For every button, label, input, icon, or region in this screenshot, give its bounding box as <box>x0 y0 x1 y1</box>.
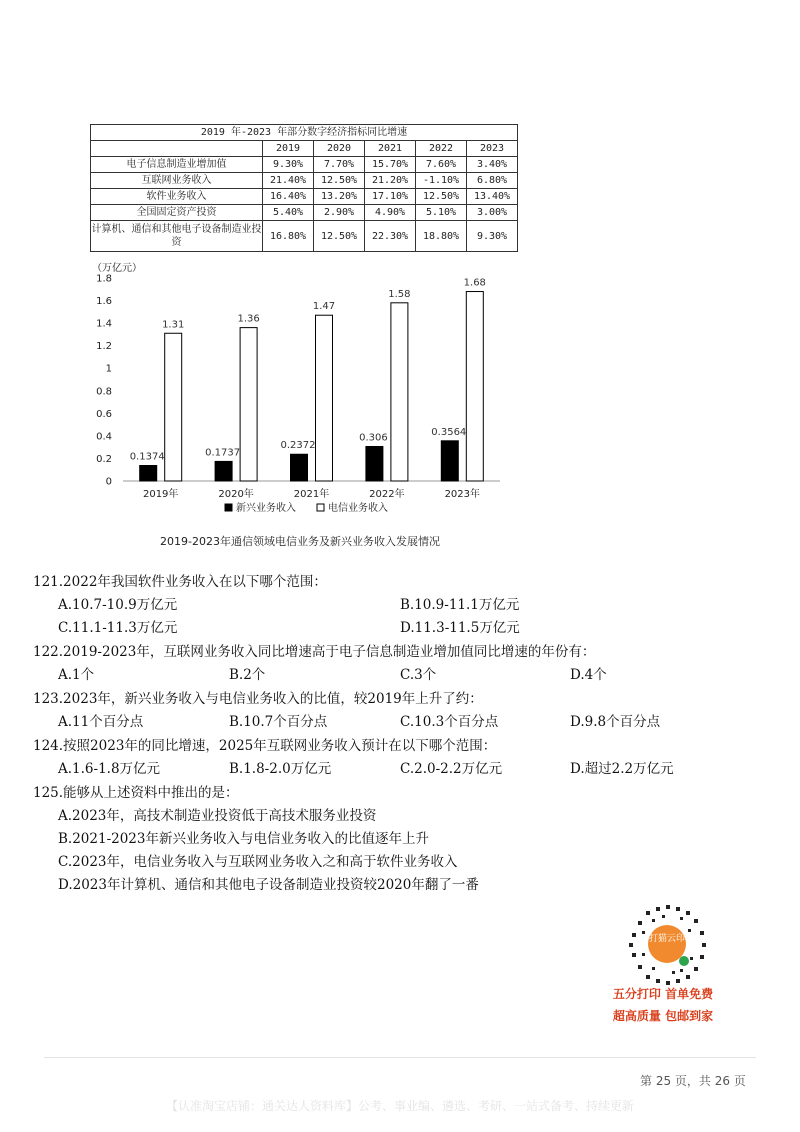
question-123-option-b[interactable]: B.10.7个百分点 <box>229 714 328 730</box>
x-tick-label: 2022年 <box>369 489 405 500</box>
question-122-stem: 122.2019-2023年，互联网业务收入同比增速高于电子信息制造业增加值同比增速的年份有： <box>33 644 596 660</box>
row-label: 电子信息制造业增加值 <box>91 157 263 173</box>
legend-label: 新兴业务收入 <box>236 503 296 514</box>
question-121-option-b[interactable]: B.10.9-11.1万亿元 <box>400 597 520 613</box>
table-cell: 9.30% <box>467 221 518 252</box>
y-tick-label: 0.8 <box>96 386 112 398</box>
table-cell: 18.80% <box>416 221 467 252</box>
table-header-year: 2023 <box>467 141 518 157</box>
question-123-stem: 123.2023年，新兴业务收入与电信业务收入的比值，较2019年上升了约： <box>33 691 483 707</box>
question-123-option-c[interactable]: C.10.3个百分点 <box>400 714 499 730</box>
question-122-option-a[interactable]: A.1个 <box>58 667 95 683</box>
table-row <box>91 205 518 221</box>
footer-divider <box>44 1057 756 1058</box>
y-tick-label: 1.8 <box>96 273 112 285</box>
table-header-year: 2020 <box>314 141 365 157</box>
y-tick-label: 0.4 <box>96 431 112 443</box>
table-header-year: 2021 <box>365 141 416 157</box>
question-121-option-d[interactable]: D.11.3-11.5万亿元 <box>400 620 520 636</box>
table-cell: 5.40% <box>263 205 314 221</box>
question-122-option-c[interactable]: C.3个 <box>400 667 437 683</box>
legend-label: 电信业务收入 <box>328 503 388 514</box>
bar-emerging-revenue <box>441 441 458 481</box>
table-title: 2019 年-2023 年部分数字经济指标同比增速 <box>91 125 518 141</box>
x-tick-label: 2021年 <box>293 489 330 500</box>
data-label: 1.58 <box>388 288 411 300</box>
table-header-year: 2022 <box>416 141 467 157</box>
question-124-option-c[interactable]: C.2.0-2.2万亿元 <box>400 761 503 777</box>
question-121-option-c[interactable]: C.11.1-11.3万亿元 <box>58 620 178 636</box>
table-cell: -1.10% <box>416 173 467 189</box>
y-tick-label: 0.6 <box>96 408 112 420</box>
data-label: 0.1737 <box>205 447 241 459</box>
table-cell: 3.40% <box>467 157 518 173</box>
y-tick-label: 1 <box>105 363 112 375</box>
ad-line-1: 五分打印 首单免费 <box>612 987 714 1001</box>
row-label: 互联网业务收入 <box>91 173 263 189</box>
question-123-option-a[interactable]: A.11个百分点 <box>58 714 144 730</box>
bar-telecom-revenue <box>466 292 483 481</box>
question-125-option-b[interactable]: B.2021-2023年新兴业务收入与电信业务收入的比值逐年上升 <box>58 831 429 847</box>
legend-swatch <box>225 504 232 511</box>
question-124-option-a[interactable]: A.1.6-1.8万亿元 <box>58 761 161 777</box>
table-cell: 21.20% <box>365 173 416 189</box>
row-label: 全国固定资产投资 <box>91 205 263 221</box>
table-cell: 21.40% <box>263 173 314 189</box>
table-cell: 16.40% <box>263 189 314 205</box>
table-row <box>91 189 518 205</box>
table-cell: 7.60% <box>416 157 467 173</box>
data-label: 1.36 <box>237 313 260 325</box>
question-125-option-a[interactable]: A.2023年，高技术制造业投资低于高技术服务业投资 <box>58 808 377 824</box>
table-cell: 4.90% <box>365 205 416 221</box>
question-125-option-d[interactable]: D.2023年计算机、通信和其他电子设备制造业投资较2020年翻了一番 <box>58 877 479 893</box>
page-number: 第 25 页，共 26 页 <box>640 1074 746 1088</box>
question-124-option-b[interactable]: B.1.8-2.0万亿元 <box>229 761 332 777</box>
bar-telecom-revenue <box>391 303 408 481</box>
question-125-stem: 125.能够从上述资料中推出的是： <box>33 785 239 801</box>
table-cell: 5.10% <box>416 205 467 221</box>
data-label: 0.3564 <box>431 426 467 438</box>
row-label: 计算机、通信和其他电子设备制造业投资 <box>91 221 263 252</box>
mini-program-icon <box>679 956 689 966</box>
table-cell: 12.50% <box>416 189 467 205</box>
question-122-option-b[interactable]: B.2个 <box>229 667 266 683</box>
y-tick-label: 1.6 <box>96 296 112 308</box>
bar-emerging-revenue <box>366 446 383 481</box>
question-124-stem: 124.按照2023年的同比增速，2025年互联网业务收入预计在以下哪个范围： <box>33 738 497 754</box>
table-cell: 12.50% <box>314 221 365 252</box>
data-label: 0.1374 <box>129 451 165 463</box>
data-label: 1.31 <box>162 319 185 331</box>
table-cell: 15.70% <box>365 157 416 173</box>
bar-emerging-revenue <box>291 454 308 481</box>
table-row <box>91 221 518 252</box>
data-label: 0.306 <box>359 432 388 444</box>
y-tick-label: 0 <box>105 476 112 488</box>
question-123-option-d[interactable]: D.9.8个百分点 <box>570 714 661 730</box>
bar-emerging-revenue <box>215 461 232 481</box>
growth-rate-table <box>90 124 518 252</box>
bar-telecom-revenue <box>316 315 333 481</box>
bar-emerging-revenue <box>140 466 157 481</box>
table-row <box>91 157 518 173</box>
table-cell: 12.50% <box>314 173 365 189</box>
y-axis-label: （万亿元） <box>92 263 142 274</box>
data-label: 0.2372 <box>280 440 316 452</box>
bar-telecom-revenue <box>240 328 257 481</box>
chart-title: 2019-2023年通信领域电信业务及新兴业务收入发展情况 <box>160 535 440 548</box>
qr-code[interactable] <box>626 903 708 985</box>
bar-telecom-revenue <box>165 333 182 481</box>
y-tick-label: 1.2 <box>96 341 112 353</box>
question-122-option-d[interactable]: D.4个 <box>570 667 607 683</box>
table-cell: 3.00% <box>467 205 518 221</box>
x-tick-label: 2019年 <box>142 489 179 500</box>
question-121-option-a[interactable]: A.10.7-10.9万亿元 <box>58 597 178 613</box>
qr-logo-badge <box>648 925 686 963</box>
table-cell: 6.80% <box>467 173 518 189</box>
table-cell: 2.90% <box>314 205 365 221</box>
table-cell: 9.30% <box>263 157 314 173</box>
table-cell: 16.80% <box>263 221 314 252</box>
table-cell: 22.30% <box>365 221 416 252</box>
question-125-option-c[interactable]: C.2023年，电信业务收入与互联网业务收入之和高于软件业务收入 <box>58 854 458 870</box>
y-tick-label: 1.4 <box>96 318 112 330</box>
x-tick-label: 2023年 <box>444 489 481 500</box>
question-124-option-d[interactable]: D.超过2.2万亿元 <box>570 761 674 777</box>
table-cell: 17.10% <box>365 189 416 205</box>
revenue-bar-chart <box>90 258 520 522</box>
data-label: 1.68 <box>463 277 486 289</box>
table-header-row <box>91 141 518 157</box>
ad-line-2: 超高质量 包邮到家 <box>612 1009 714 1023</box>
y-tick-label: 0.2 <box>96 453 112 465</box>
table-cell: 13.40% <box>467 189 518 205</box>
question-121-stem: 121.2022年我国软件业务收入在以下哪个范围： <box>33 574 327 590</box>
table-header-corner <box>91 141 263 157</box>
row-label: 软件业务收入 <box>91 189 263 205</box>
x-tick-label: 2020年 <box>218 489 254 500</box>
qr-logo-text: 打猫云印 <box>648 934 686 944</box>
table-row <box>91 173 518 189</box>
data-label: 1.47 <box>312 301 336 313</box>
table-cell: 13.20% <box>314 189 365 205</box>
table-header-year: 2019 <box>263 141 314 157</box>
table-cell: 7.70% <box>314 157 365 173</box>
legend-swatch <box>317 504 324 511</box>
watermark-text: 【认准淘宝店铺：通关达人资料库】公考、事业编、遴选、考研、一站式备考、持续更新 <box>165 1099 634 1113</box>
